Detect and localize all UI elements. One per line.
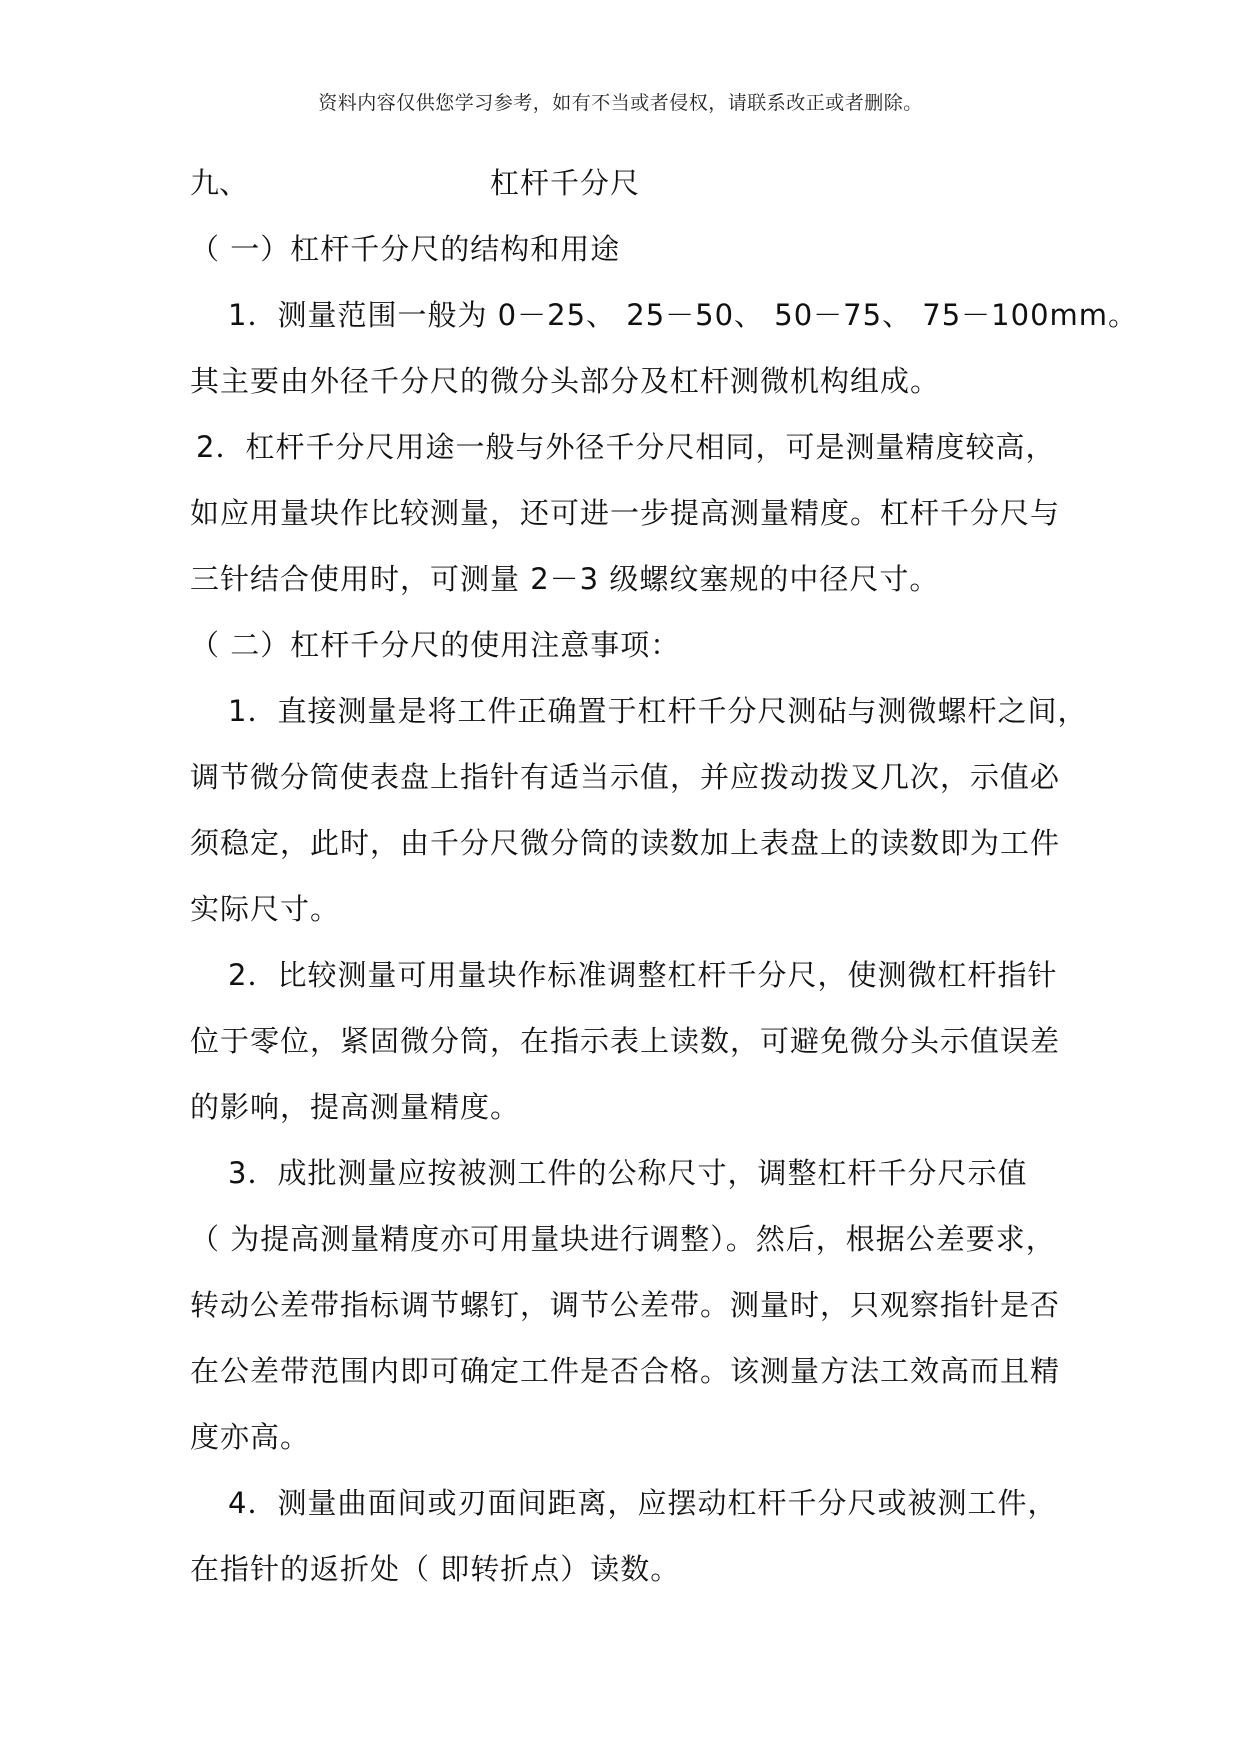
paragraph-line: 3．成批测量应按被测工件的公称尺寸，调整杠杆千分尺示值: [228, 1156, 1028, 1190]
paragraph-line: 其主要由外径千分尺的微分头部分及杠杆测微机构组成。: [190, 364, 941, 398]
paragraph-line: 实际尺寸。: [190, 892, 341, 926]
paragraph-line: 如应用量块作比较测量，还可进一步提高测量精度。杠杆千分尺与: [190, 496, 1061, 530]
section-number: 九、: [190, 166, 249, 200]
page-title: 杠杆千分尺: [490, 166, 641, 200]
paragraph-line: 2．比较测量可用量块作标准调整杠杆千分尺，使测微杠杆指针: [228, 958, 1058, 992]
paragraph-line: 三针结合使用时，可测量 2－3 级螺纹塞规的中径尺寸。: [190, 562, 940, 596]
paragraph-line: 转动公差带指标调节螺钉，调节公差带。测量时，只观察指针是否: [190, 1288, 1061, 1322]
disclaimer-header: 资料内容仅供您学习参考，如有不当或者侵权，请联系改正或者删除。: [318, 92, 923, 114]
paragraph-line: 在公差带范围内即可确定工件是否合格。该测量方法工效高而且精: [190, 1354, 1061, 1388]
paragraph-line: 位于零位，紧固微分筒，在指示表上读数，可避免微分头示值误差: [190, 1024, 1061, 1058]
paragraph-line: 的影响，提高测量精度。: [190, 1090, 521, 1124]
paragraph-line: 1．测量范围一般为 0－25、 25－50、 50－75、 75－100mm。: [228, 298, 1139, 332]
paragraph-line: 调节微分筒使表盘上指针有适当示值，并应拨动拨叉几次，示值必: [190, 760, 1061, 794]
paragraph-line: 须稳定，此时，由千分尺微分筒的读数加上表盘上的读数即为工件: [190, 826, 1061, 860]
paragraph-line: 4．测量曲面间或刃面间距离，应摆动杠杆千分尺或被测工件，: [228, 1486, 1058, 1520]
section2-heading: （ 二）杠杆千分尺的使用注意事项：: [190, 628, 681, 662]
section1-heading: （ 一）杠杆千分尺的结构和用途: [190, 232, 621, 266]
paragraph-line: 1．直接测量是将工件正确置于杠杆千分尺测砧与测微螺杆之间，: [228, 694, 1088, 728]
paragraph-line: 在指针的返折处（ 即转折点）读数。: [190, 1552, 681, 1586]
paragraph-line: （ 为提高测量精度亦可用量块进行调整）。然后，根据公差要求，: [190, 1222, 1056, 1256]
paragraph-line: 度亦高。: [190, 1420, 311, 1454]
paragraph-line: 2．杠杆千分尺用途一般与外径千分尺相同，可是测量精度较高，: [196, 430, 1056, 464]
